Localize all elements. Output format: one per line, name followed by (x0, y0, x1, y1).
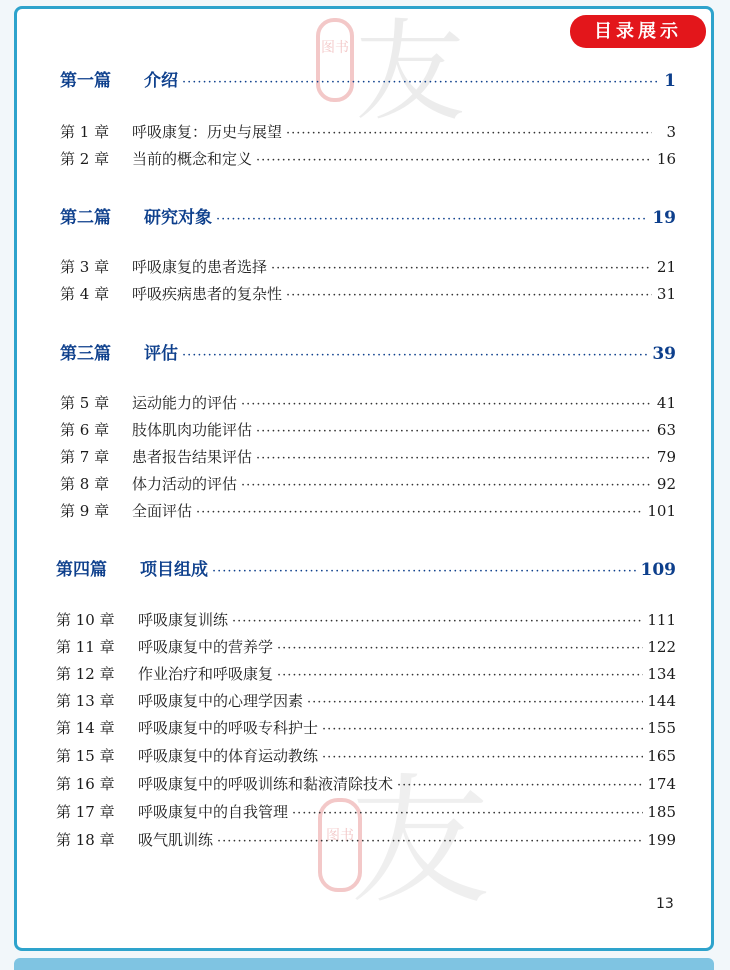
chapter-label: 第 7 章 (60, 448, 110, 466)
chapter-label: 第 9 章 (60, 502, 110, 520)
chapter-title: 当前的概念和定义 (132, 150, 253, 168)
chapter-page: 92 (656, 475, 676, 493)
chapter-page: 144 (647, 692, 676, 710)
chapter-title: 患者报告结果评估 (132, 448, 253, 466)
leader-dots (292, 806, 643, 821)
chapter-label: 第 10 章 (56, 611, 115, 629)
toc-chapter[interactable] (60, 283, 676, 304)
chapter-label: 第 5 章 (60, 394, 110, 412)
watermark-stamp-text: 图书 (321, 40, 349, 56)
part-page: 109 (640, 560, 676, 580)
chapter-label: 第 17 章 (56, 803, 115, 821)
leader-dots (256, 424, 652, 439)
chapter-label: 第 12 章 (56, 665, 115, 683)
toc-chapter[interactable] (56, 773, 676, 794)
toc-chapter[interactable] (60, 500, 676, 521)
toc-part[interactable] (56, 555, 676, 580)
toc-chapter[interactable] (60, 392, 676, 413)
chapter-title: 呼吸康复中的呼吸训练和黏液清除技术 (138, 775, 394, 793)
toc-chapter[interactable] (60, 419, 676, 440)
chapter-title: 呼吸康复中的体育运动教练 (138, 747, 319, 765)
watermark-stamp-text-2: 图书 (326, 828, 354, 844)
chapter-title: 呼吸康复的患者选择 (132, 258, 268, 276)
toc-chapter[interactable] (60, 446, 676, 467)
leader-dots (241, 478, 652, 493)
leader-dots (277, 668, 643, 683)
toc-chapter[interactable] (56, 663, 676, 684)
toc-chapter[interactable] (56, 717, 676, 738)
toc-badge: 目录展示 (570, 15, 706, 48)
leader-dots (322, 750, 643, 765)
part-page: 19 (652, 208, 676, 228)
part-label: 第二篇 (60, 208, 111, 228)
leader-dots (216, 212, 648, 227)
chapter-label: 第 15 章 (56, 747, 115, 765)
toc-chapter[interactable] (56, 609, 676, 630)
watermark-glyph-2: 友 (349, 761, 491, 924)
chapter-page: 174 (647, 775, 676, 793)
chapter-label: 第 18 章 (56, 831, 115, 849)
part-label: 第三篇 (60, 344, 111, 364)
chapter-title: 呼吸康复中的营养学 (138, 638, 274, 656)
chapter-title: 呼吸康复中的自我管理 (138, 803, 289, 821)
chapter-label: 第 11 章 (56, 638, 115, 656)
chapter-title: 体力活动的评估 (132, 475, 238, 493)
page-number: 13 (656, 896, 674, 912)
leader-dots (277, 641, 643, 656)
toc-chapter[interactable] (60, 473, 676, 494)
chapter-page: 41 (656, 394, 676, 412)
leader-dots (212, 564, 637, 579)
bottom-strip (14, 958, 714, 970)
leader-dots (307, 695, 643, 710)
chapter-page: 21 (656, 258, 676, 276)
part-page: 39 (652, 344, 676, 364)
part-page: 1 (664, 71, 676, 91)
chapter-label: 第 14 章 (56, 719, 115, 737)
leader-dots (217, 834, 643, 849)
chapter-title: 呼吸康复：历史与展望 (132, 123, 283, 141)
toc-chapter[interactable] (56, 636, 676, 657)
leader-dots (256, 153, 652, 168)
part-title: 研究对象 (144, 208, 212, 228)
chapter-page: 3 (666, 123, 676, 141)
chapter-title: 吸气肌训练 (138, 831, 214, 849)
chapter-label: 第 13 章 (56, 692, 115, 710)
chapter-label: 第 4 章 (60, 285, 110, 303)
toc-part[interactable] (60, 66, 676, 91)
chapter-page: 79 (656, 448, 676, 466)
part-title: 项目组成 (140, 560, 208, 580)
chapter-title: 呼吸疾病患者的复杂性 (132, 285, 283, 303)
chapter-label: 第 1 章 (60, 123, 110, 141)
chapter-label: 第 2 章 (60, 150, 110, 168)
chapter-title: 呼吸康复中的呼吸专科护士 (138, 719, 319, 737)
chapter-label: 第 16 章 (56, 775, 115, 793)
watermark-glyph: 友 (355, 8, 465, 136)
part-label: 第一篇 (60, 71, 111, 91)
chapter-page: 111 (647, 611, 676, 629)
toc-part[interactable] (60, 339, 676, 364)
toc-chapter[interactable] (56, 745, 676, 766)
chapter-title: 呼吸康复中的心理学因素 (138, 692, 304, 710)
leader-dots (271, 261, 652, 276)
toc-chapter[interactable] (60, 256, 676, 277)
chapter-page: 122 (647, 638, 676, 656)
leader-dots (241, 397, 652, 412)
chapter-title: 运动能力的评估 (132, 394, 238, 412)
chapter-label: 第 3 章 (60, 258, 110, 276)
chapter-page: 155 (647, 719, 676, 737)
leader-dots (196, 505, 643, 520)
chapter-page: 31 (656, 285, 676, 303)
leader-dots (322, 722, 643, 737)
chapter-title: 呼吸康复训练 (138, 611, 229, 629)
leader-dots (232, 614, 643, 629)
leader-dots (286, 288, 652, 303)
leader-dots (286, 126, 652, 141)
part-label: 第四篇 (56, 560, 107, 580)
leader-dots (182, 75, 660, 90)
chapter-page: 63 (656, 421, 676, 439)
chapter-page: 134 (647, 665, 676, 683)
chapter-page: 101 (647, 502, 676, 520)
part-title: 评估 (144, 344, 178, 364)
chapter-title: 肢体肌肉功能评估 (132, 421, 253, 439)
toc-chapter[interactable] (56, 690, 676, 711)
chapter-page: 185 (647, 803, 676, 821)
toc-chapter[interactable] (56, 801, 676, 822)
part-title: 介绍 (144, 71, 178, 91)
toc-part[interactable] (60, 203, 676, 228)
chapter-label: 第 8 章 (60, 475, 110, 493)
leader-dots (182, 348, 648, 363)
chapter-title: 作业治疗和呼吸康复 (138, 665, 274, 683)
chapter-title: 全面评估 (132, 502, 193, 520)
toc-chapter[interactable] (60, 148, 676, 169)
leader-dots (256, 451, 652, 466)
chapter-label: 第 6 章 (60, 421, 110, 439)
leader-dots (397, 778, 643, 793)
chapter-page: 199 (647, 831, 676, 849)
chapter-page: 16 (656, 150, 676, 168)
toc-chapter[interactable] (56, 829, 676, 850)
toc-chapter[interactable] (60, 121, 676, 142)
chapter-page: 165 (647, 747, 676, 765)
